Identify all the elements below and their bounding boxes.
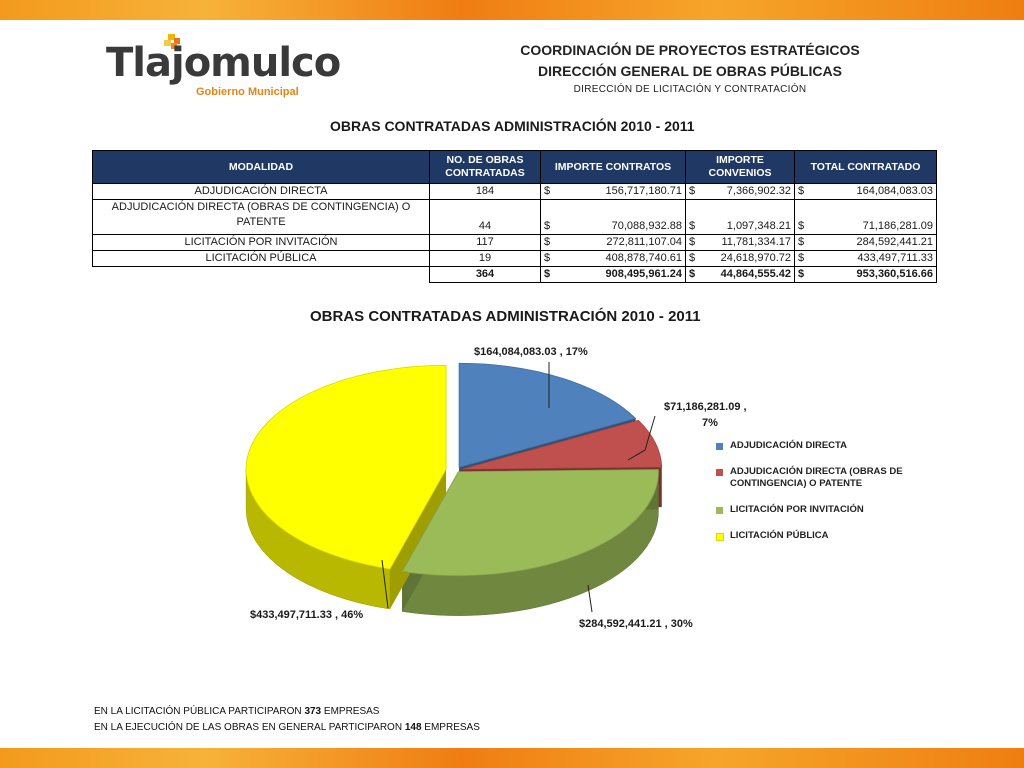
legend-label: ADJUDICACIÓN DIRECTA (OBRAS DE CONTINGENCIA) O PATENTE [730, 466, 903, 489]
header-line-2: DIRECCIÓN GENERAL DE OBRAS PÚBLICAS [538, 63, 842, 79]
header-line-3: DIRECCIÓN DE LICITACIÓN Y CONTRATACIÓN [573, 84, 807, 95]
legend-label: LICITACIÓN POR INVITACIÓN [730, 504, 864, 515]
legend-item [716, 466, 916, 490]
note-line-1 [94, 706, 379, 717]
data-label-slice-1: $164,084,083.03 , 17% [474, 346, 588, 358]
amount: 24,618,970.72 [720, 252, 791, 264]
col-header-obras: NO. DE OBRAS CONTRATADAS [430, 151, 541, 184]
note-line-2 [94, 722, 480, 733]
chart-title: OBRAS CONTRATADAS ADMINISTRACIÓN 2010 - 2011 [310, 308, 701, 325]
logo-subtitle: Gobierno Municipal [196, 86, 299, 98]
legend-label: ADJUDICACIÓN DIRECTA [730, 440, 847, 451]
currency-symbol: $ [798, 185, 805, 197]
currency-symbol: $ [544, 236, 551, 248]
data-label-slice-2: $71,186,281.09 , [664, 401, 747, 413]
currency-symbol: $ [689, 220, 696, 232]
amount: 7,366,902.32 [726, 185, 791, 197]
note-2-prefix: EN LA EJECUCIÓN DE LAS OBRAS EN GENERAL PARTICIPARON [94, 722, 403, 733]
amount: 44,864,555.42 [720, 268, 791, 280]
currency-symbol: $ [798, 268, 805, 280]
note-1-suffix: EMPRESAS [323, 706, 380, 717]
legend-swatch [716, 507, 723, 514]
cell-modalidad: ADJUDICACIÓN DIRECTA (OBRAS DE CONTINGENCIA) O PATENTE [93, 200, 430, 235]
currency-symbol: $ [544, 220, 551, 232]
amount: 1,097,348.21 [726, 220, 791, 232]
legend-swatch [716, 469, 723, 476]
logo-wordmark: Tlajomulco [106, 40, 341, 86]
cell-modalidad: ADJUDICACIÓN DIRECTA [93, 184, 430, 200]
col-header-contratos: IMPORTE CONTRATOS [541, 151, 686, 184]
currency-symbol: $ [689, 236, 696, 248]
note-1-count: 373 [304, 706, 322, 717]
bottom-accent-band [0, 748, 1024, 768]
header-line-1: COORDINACIÓN DE PROYECTOS ESTRATÉGICOS [520, 42, 860, 58]
cell-obras: 19 [430, 251, 541, 267]
amount: 71,186,281.09 [862, 220, 933, 232]
chart-legend [716, 440, 916, 556]
currency-symbol: $ [798, 252, 805, 264]
data-label-slice-2-pct: 7% [702, 417, 718, 429]
amount: 272,811,107.04 [606, 236, 682, 248]
amount: 408,878,740.61 [605, 252, 682, 264]
col-header-convenios: IMPORTE CONVENIOS [686, 151, 795, 184]
legend-swatch [716, 533, 724, 541]
amount: 908,495,961.24 [605, 268, 682, 280]
amount: 156,717,180.71 [605, 185, 682, 197]
col-header-total: TOTAL CONTRATADO [795, 151, 937, 184]
amount: 70,088,932.88 [611, 220, 682, 232]
data-label-slice-3: $284,592,441.21 , 30% [579, 618, 693, 630]
cell-obras: 44 [430, 200, 541, 235]
amount: 953,360,516.66 [856, 268, 933, 280]
currency-symbol: $ [544, 268, 551, 280]
legend-swatch [716, 443, 723, 450]
cell-obras: 184 [430, 184, 541, 200]
total-obras: 364 [430, 267, 541, 283]
legend-label: LICITACIÓN PÚBLICA [730, 530, 829, 541]
legend-item [716, 440, 916, 452]
currency-symbol: $ [798, 220, 805, 232]
currency-symbol: $ [689, 268, 696, 280]
currency-symbol: $ [689, 252, 696, 264]
table-title: OBRAS CONTRATADAS ADMINISTRACIÓN 2010 - 2011 [330, 118, 695, 134]
cell-modalidad: LICITACIÓN PÚBLICA [93, 251, 430, 267]
legend-item [716, 504, 916, 516]
currency-symbol: $ [544, 252, 551, 264]
amount: 164,084,083.03 [856, 185, 933, 197]
cell-modalidad: LICITACIÓN POR INVITACIÓN [93, 235, 430, 251]
col-header-modalidad: MODALIDAD [93, 151, 430, 184]
legend-item [716, 530, 916, 542]
note-2-count: 148 [404, 722, 422, 733]
cell-obras: 117 [430, 235, 541, 251]
data-label-slice-4: $433,497,711.33 , 46% [250, 609, 364, 621]
currency-symbol: $ [798, 236, 805, 248]
currency-symbol: $ [689, 185, 696, 197]
currency-symbol: $ [544, 185, 551, 197]
amount: 284,592,441.21 [856, 236, 933, 248]
note-1-prefix: EN LA LICITACIÓN PÚBLICA PARTICIPARON [94, 706, 302, 717]
amount: 11,781,334.17 [721, 236, 791, 248]
amount: 433,497,711.33 [857, 252, 933, 264]
note-2-suffix: EMPRESAS [424, 722, 480, 733]
